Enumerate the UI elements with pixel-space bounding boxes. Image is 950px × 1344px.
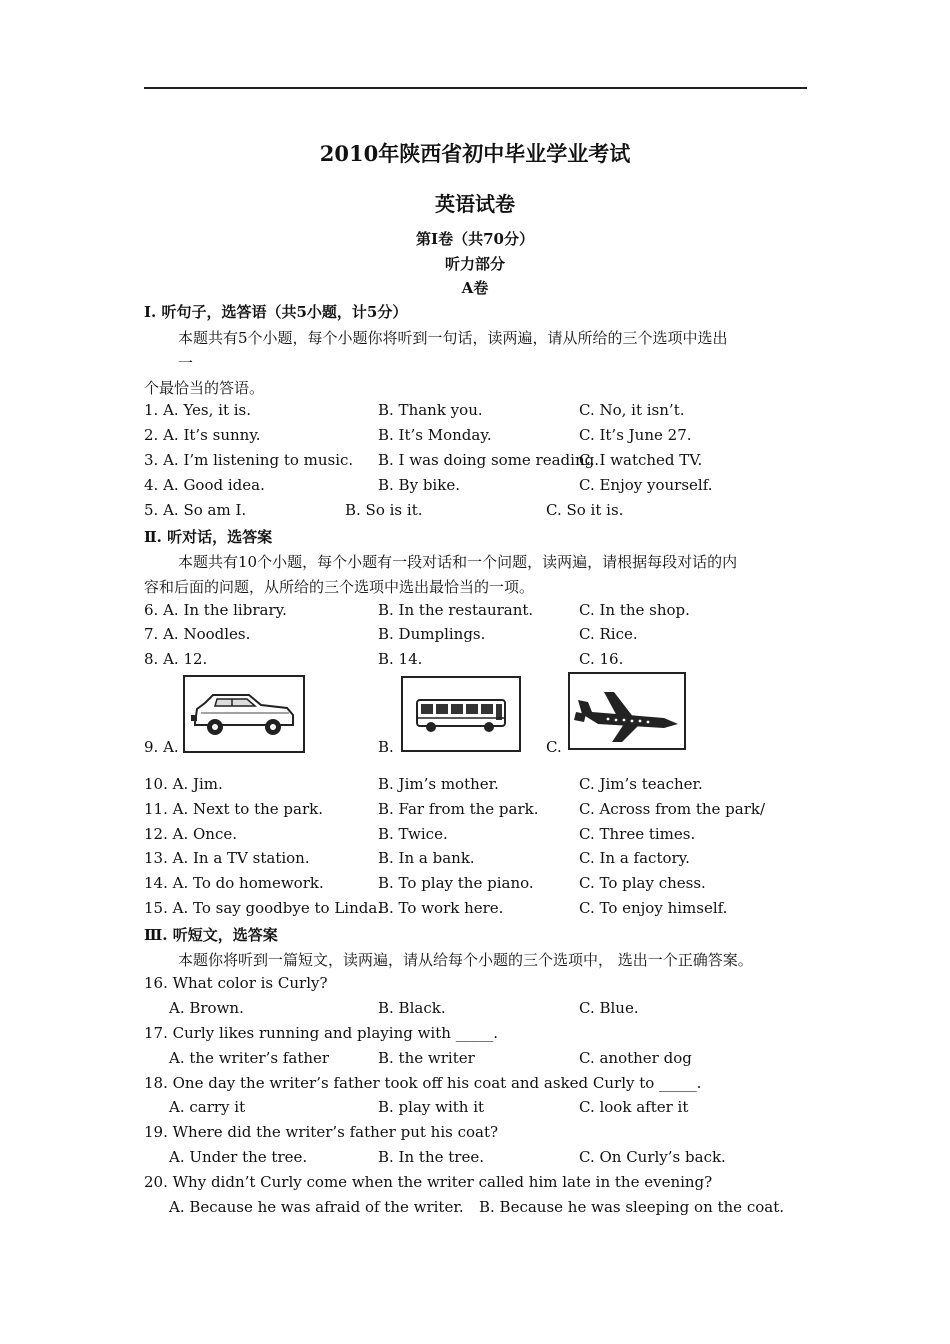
option-a: 14. A. To do homework. — [144, 874, 324, 892]
option-c: C. It’s June 27. — [579, 426, 692, 444]
q17-stem: 17. Curly likes running and playing with _____. — [144, 1024, 498, 1042]
section1-heading: Ⅰ. 听句子，选答语（共5小题，计5分） — [144, 303, 408, 321]
option-a: A. the writer’s father — [169, 1049, 330, 1067]
section3-heading: Ⅲ. 听短文，选答案 — [144, 926, 278, 944]
question-row — [0, 800, 950, 824]
question-row — [0, 426, 950, 450]
question-row — [0, 1049, 950, 1073]
option-c: C. Jim’s teacher. — [579, 775, 703, 793]
option-b: B. play with it — [378, 1098, 485, 1116]
section3-instruction: 本题你将听到一篇短文，读两遍，请从给每个小题的三个选项中， 选出一个正确答案。 — [178, 951, 753, 969]
question-row — [0, 899, 950, 923]
option-b: B. To work here. — [378, 899, 504, 917]
option-c: C. Three times. — [579, 825, 696, 843]
option-b: B. It’s Monday. — [378, 426, 492, 444]
option-b: B. Because he was sleeping on the coat. — [479, 1198, 785, 1216]
question-row — [0, 601, 950, 625]
car-icon — [183, 675, 305, 753]
option-a: 6. A. In the library. — [144, 601, 287, 619]
option-c: C. Enjoy yourself. — [579, 476, 713, 494]
option-a: A. carry it — [169, 1098, 246, 1116]
option-b: B. Black. — [378, 999, 446, 1017]
question-row — [0, 476, 950, 500]
question-row — [0, 849, 950, 873]
question-row — [0, 501, 950, 525]
q16-stem: 16. What color is Curly? — [144, 974, 328, 992]
section1-instruction-cont: 一 — [178, 354, 194, 372]
top-rule — [144, 87, 807, 89]
option-b: B. In a bank. — [378, 849, 475, 867]
option-a: A. Under the tree. — [169, 1148, 308, 1166]
question-row — [0, 625, 950, 649]
section1-instruction: 本题共有5个小题，每个小题你将听到一句话，读两遍，请从所给的三个选项中选出 — [178, 329, 728, 347]
question-row — [0, 451, 950, 475]
option-b: B. 14. — [378, 650, 423, 668]
exam-title: 2010年陕西省初中毕业学业考试 — [319, 141, 631, 166]
bus-icon — [401, 676, 521, 752]
part-label: 听力部分 — [444, 255, 505, 273]
question-row — [0, 775, 950, 799]
option-c: C. Rice. — [579, 625, 638, 643]
question-row — [0, 825, 950, 849]
option-a: A. Brown. — [169, 999, 244, 1017]
option-b: B. Dumplings. — [378, 625, 486, 643]
option-b: B. I was doing some reading. — [378, 451, 599, 469]
q9-option-a-label: 9. A. — [144, 738, 179, 756]
option-b: B. Thank you. — [378, 401, 483, 419]
option-c: C. look after it — [579, 1098, 689, 1116]
option-a: A. Because he was afraid of the writer. — [169, 1198, 464, 1216]
option-a: 4. A. Good idea. — [144, 476, 265, 494]
question-row — [0, 1198, 950, 1222]
q18-stem: 18. One day the writer’s father took off his coat and asked Curly to _____. — [144, 1074, 702, 1092]
option-c: C. Across from the park/ — [579, 800, 766, 818]
option-a: 1. A. Yes, it is. — [144, 401, 252, 419]
option-a: 5. A. So am I. — [144, 501, 247, 519]
option-b: B. By bike. — [378, 476, 460, 494]
option-b: B. Twice. — [378, 825, 448, 843]
option-b: B. In the tree. — [378, 1148, 484, 1166]
question-row — [0, 874, 950, 898]
option-b: B. Jim’s mother. — [378, 775, 499, 793]
question-row — [0, 650, 950, 674]
option-a: 12. A. Once. — [144, 825, 237, 843]
option-a: 8. A. 12. — [144, 650, 208, 668]
option-a: 2. A. It’s sunny. — [144, 426, 261, 444]
option-b: B. the writer — [378, 1049, 475, 1067]
section2-heading: Ⅱ. 听对话，选答案 — [144, 528, 273, 546]
section1-instruction-end: 个最恰当的答语。 — [144, 379, 265, 397]
option-c: C. To enjoy himself. — [579, 899, 728, 917]
q20-stem: 20. Why didn’t Curly come when the writer called him late in the evening? — [144, 1173, 713, 1191]
option-c: C. 16. — [579, 650, 624, 668]
option-a: 13. A. In a TV station. — [144, 849, 310, 867]
volume-label: 第Ⅰ卷（共70分） — [416, 230, 534, 248]
option-c: C. So it is. — [546, 501, 624, 519]
option-b: B. To play the piano. — [378, 874, 534, 892]
option-a: 11. A. Next to the park. — [144, 800, 323, 818]
section2-instruction: 本题共有10个小题，每个小题有一段对话和一个问题，读两遍，请根据每段对话的内 — [178, 553, 738, 571]
exam-subtitle: 英语试卷 — [435, 192, 515, 216]
option-b: B. Far from the park. — [378, 800, 539, 818]
option-a: 7. A. Noodles. — [144, 625, 251, 643]
paper-label: A卷 — [461, 279, 489, 297]
option-b: B. So is it. — [345, 501, 423, 519]
question-row — [0, 999, 950, 1023]
section2-instruction-cont: 容和后面的问题，从所给的三个选项中选出最恰当的一项。 — [144, 578, 535, 596]
option-c: C. No, it isn’t. — [579, 401, 685, 419]
option-c: C. I watched TV. — [579, 451, 703, 469]
question-row — [0, 1148, 950, 1172]
option-c: C. another dog — [579, 1049, 692, 1067]
option-a: 3. A. I’m listening to music. — [144, 451, 354, 469]
option-c: C. In a factory. — [579, 849, 690, 867]
question-row — [0, 401, 950, 425]
option-c: C. To play chess. — [579, 874, 706, 892]
option-a: 15. A. To say goodbye to Linda. — [144, 899, 383, 917]
option-c: C. Blue. — [579, 999, 639, 1017]
option-c: C. In the shop. — [579, 601, 690, 619]
option-a: 10. A. Jim. — [144, 775, 223, 793]
q9-option-b-label: B. — [378, 738, 394, 756]
q19-stem: 19. Where did the writer’s father put his coat? — [144, 1123, 499, 1141]
question-row — [0, 1098, 950, 1122]
q9-option-c-label: C. — [546, 738, 562, 756]
airplane-icon — [568, 672, 686, 750]
option-c: C. On Curly’s back. — [579, 1148, 726, 1166]
option-b: B. In the restaurant. — [378, 601, 534, 619]
